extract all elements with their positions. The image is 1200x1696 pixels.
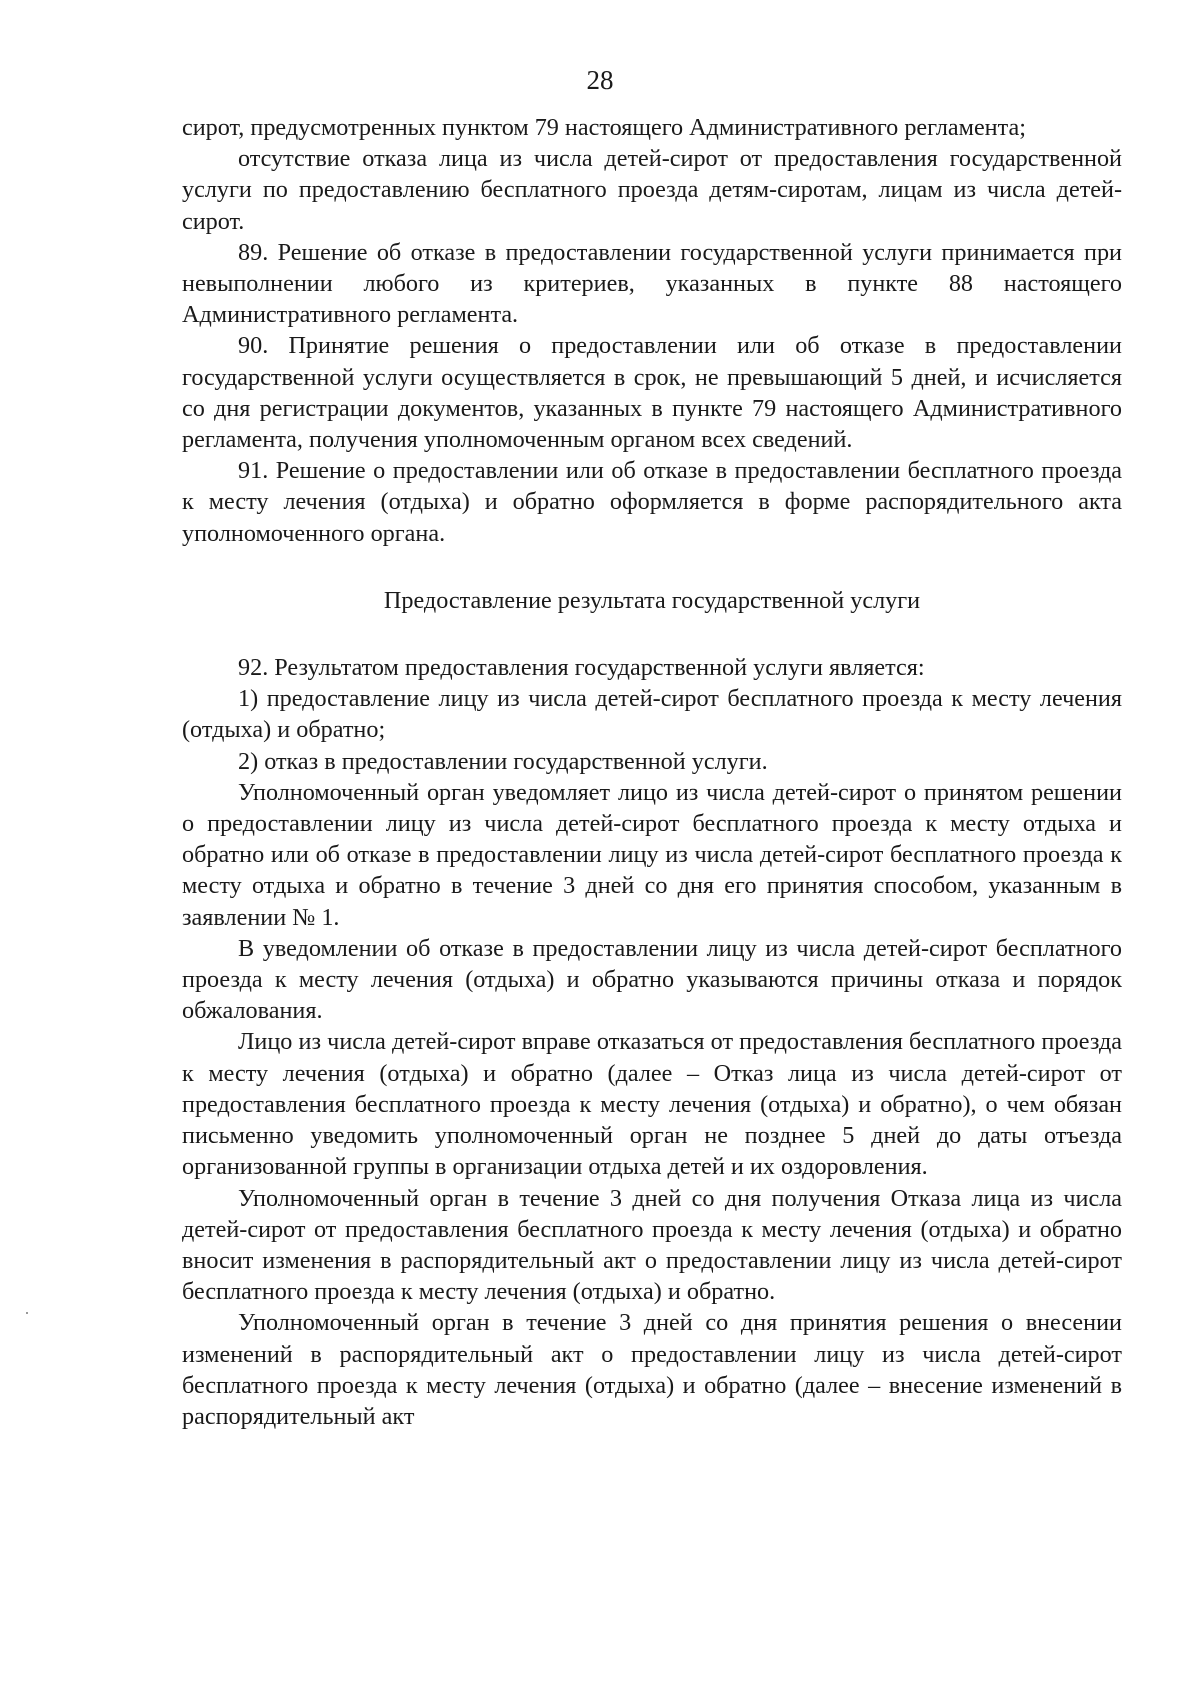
list-item-1: 1) предоставление лицу из числа детей-сирот бесплатного проезда к месту лечения (отдыха) и обратно; [182,685,1122,744]
document-body [182,112,1122,1432]
paragraph: Лицо из числа детей-сирот вправе отказаться от предоставления бесплатного проезда к месту лечения (отдыха) и обратно (далее – Отказ лица из числа детей-сирот от предоставления бесплатного проезда к месту лечения (отдыха) и обратно), о чем обязан письменно уведомить уполномоченный орган не позднее 5 дней до даты отъезда организованной группы в организации отдыха детей и их оздоровления. [182,1028,1122,1181]
paragraph: отсутствие отказа лица из числа детей-сирот от предоставления государственной услуги по предоставлению бесплатного проезда детям-сиротам, лицам из числа детей-сирот. [182,145,1122,235]
section-heading: Предоставление результата государственной услуги [383,586,921,614]
paragraph-91: 91. Решение о предоставлении или об отказе в предоставлении бесплатного проезда к месту лечения (отдыха) и обратно оформляется в форме распорядительного акта уполномоченного органа. [182,457,1122,547]
paragraph-89: 89. Решение об отказе в предоставлении государственной услуги принимается при невыполнении любого из критериев, указанных в пункте 88 настоящего Административного регламента. [182,238,1122,329]
list-item-2: 2) отказ в предоставлении государственной услуги. [238,747,768,775]
paragraph: Уполномоченный орган уведомляет лицо из числа детей-сирот о принятом решении о предоставлении лицу из числа детей-сирот бесплатного проезда к месту отдыха и обратно или об отказе в предоставлении лицу из числа детей-сирот бесплатного проезда к месту отдыха и обратно в течение 3 дней со дня его принятия способом, указанным в заявлении № 1. [182,778,1122,931]
paragraph: В уведомлении об отказе в предоставлении лицу из числа детей-сирот бесплатного проезда к месту лечения (отдыха) и обратно указываются причины отказа и порядок обжалования. [182,934,1122,1025]
paragraph-92: 92. Результатом предоставления государственной услуги является: [238,654,925,682]
paragraph: Уполномоченный орган в течение 3 дней со дня принятия решения о внесении изменений в распорядительный акт о предоставлении лицу из числа детей-сирот бесплатного проезда к месту лечения (отдыха) и обратно (далее – внесение изменений в распорядительный акт [182,1309,1122,1430]
paragraph-90: 90. Принятие решения о предоставлении или об отказе в предоставлении государственной услуги осуществляется в срок, не превышающий 5 дней, и исчисляется со дня регистрации документов, указанных в пункте 79 настоящего Административного регламента, получения уполномоченным органом всех сведений. [182,332,1122,454]
paragraph: Уполномоченный орган в течение 3 дней со дня получения Отказа лица из числа детей-сирот от предоставления бесплатного проезда к месту лечения (отдыха) и обратно вносит изменения в распорядительный акт о предоставлении лицу из числа детей-сирот бесплатного проезда к месту лечения (отдыха) и обратно. [182,1184,1122,1306]
scan-speck [26,1312,28,1314]
paragraph: сирот, предусмотренных пунктом 79 настоящего Административного регламента; [182,114,1026,141]
page-number: 28 [586,65,614,95]
